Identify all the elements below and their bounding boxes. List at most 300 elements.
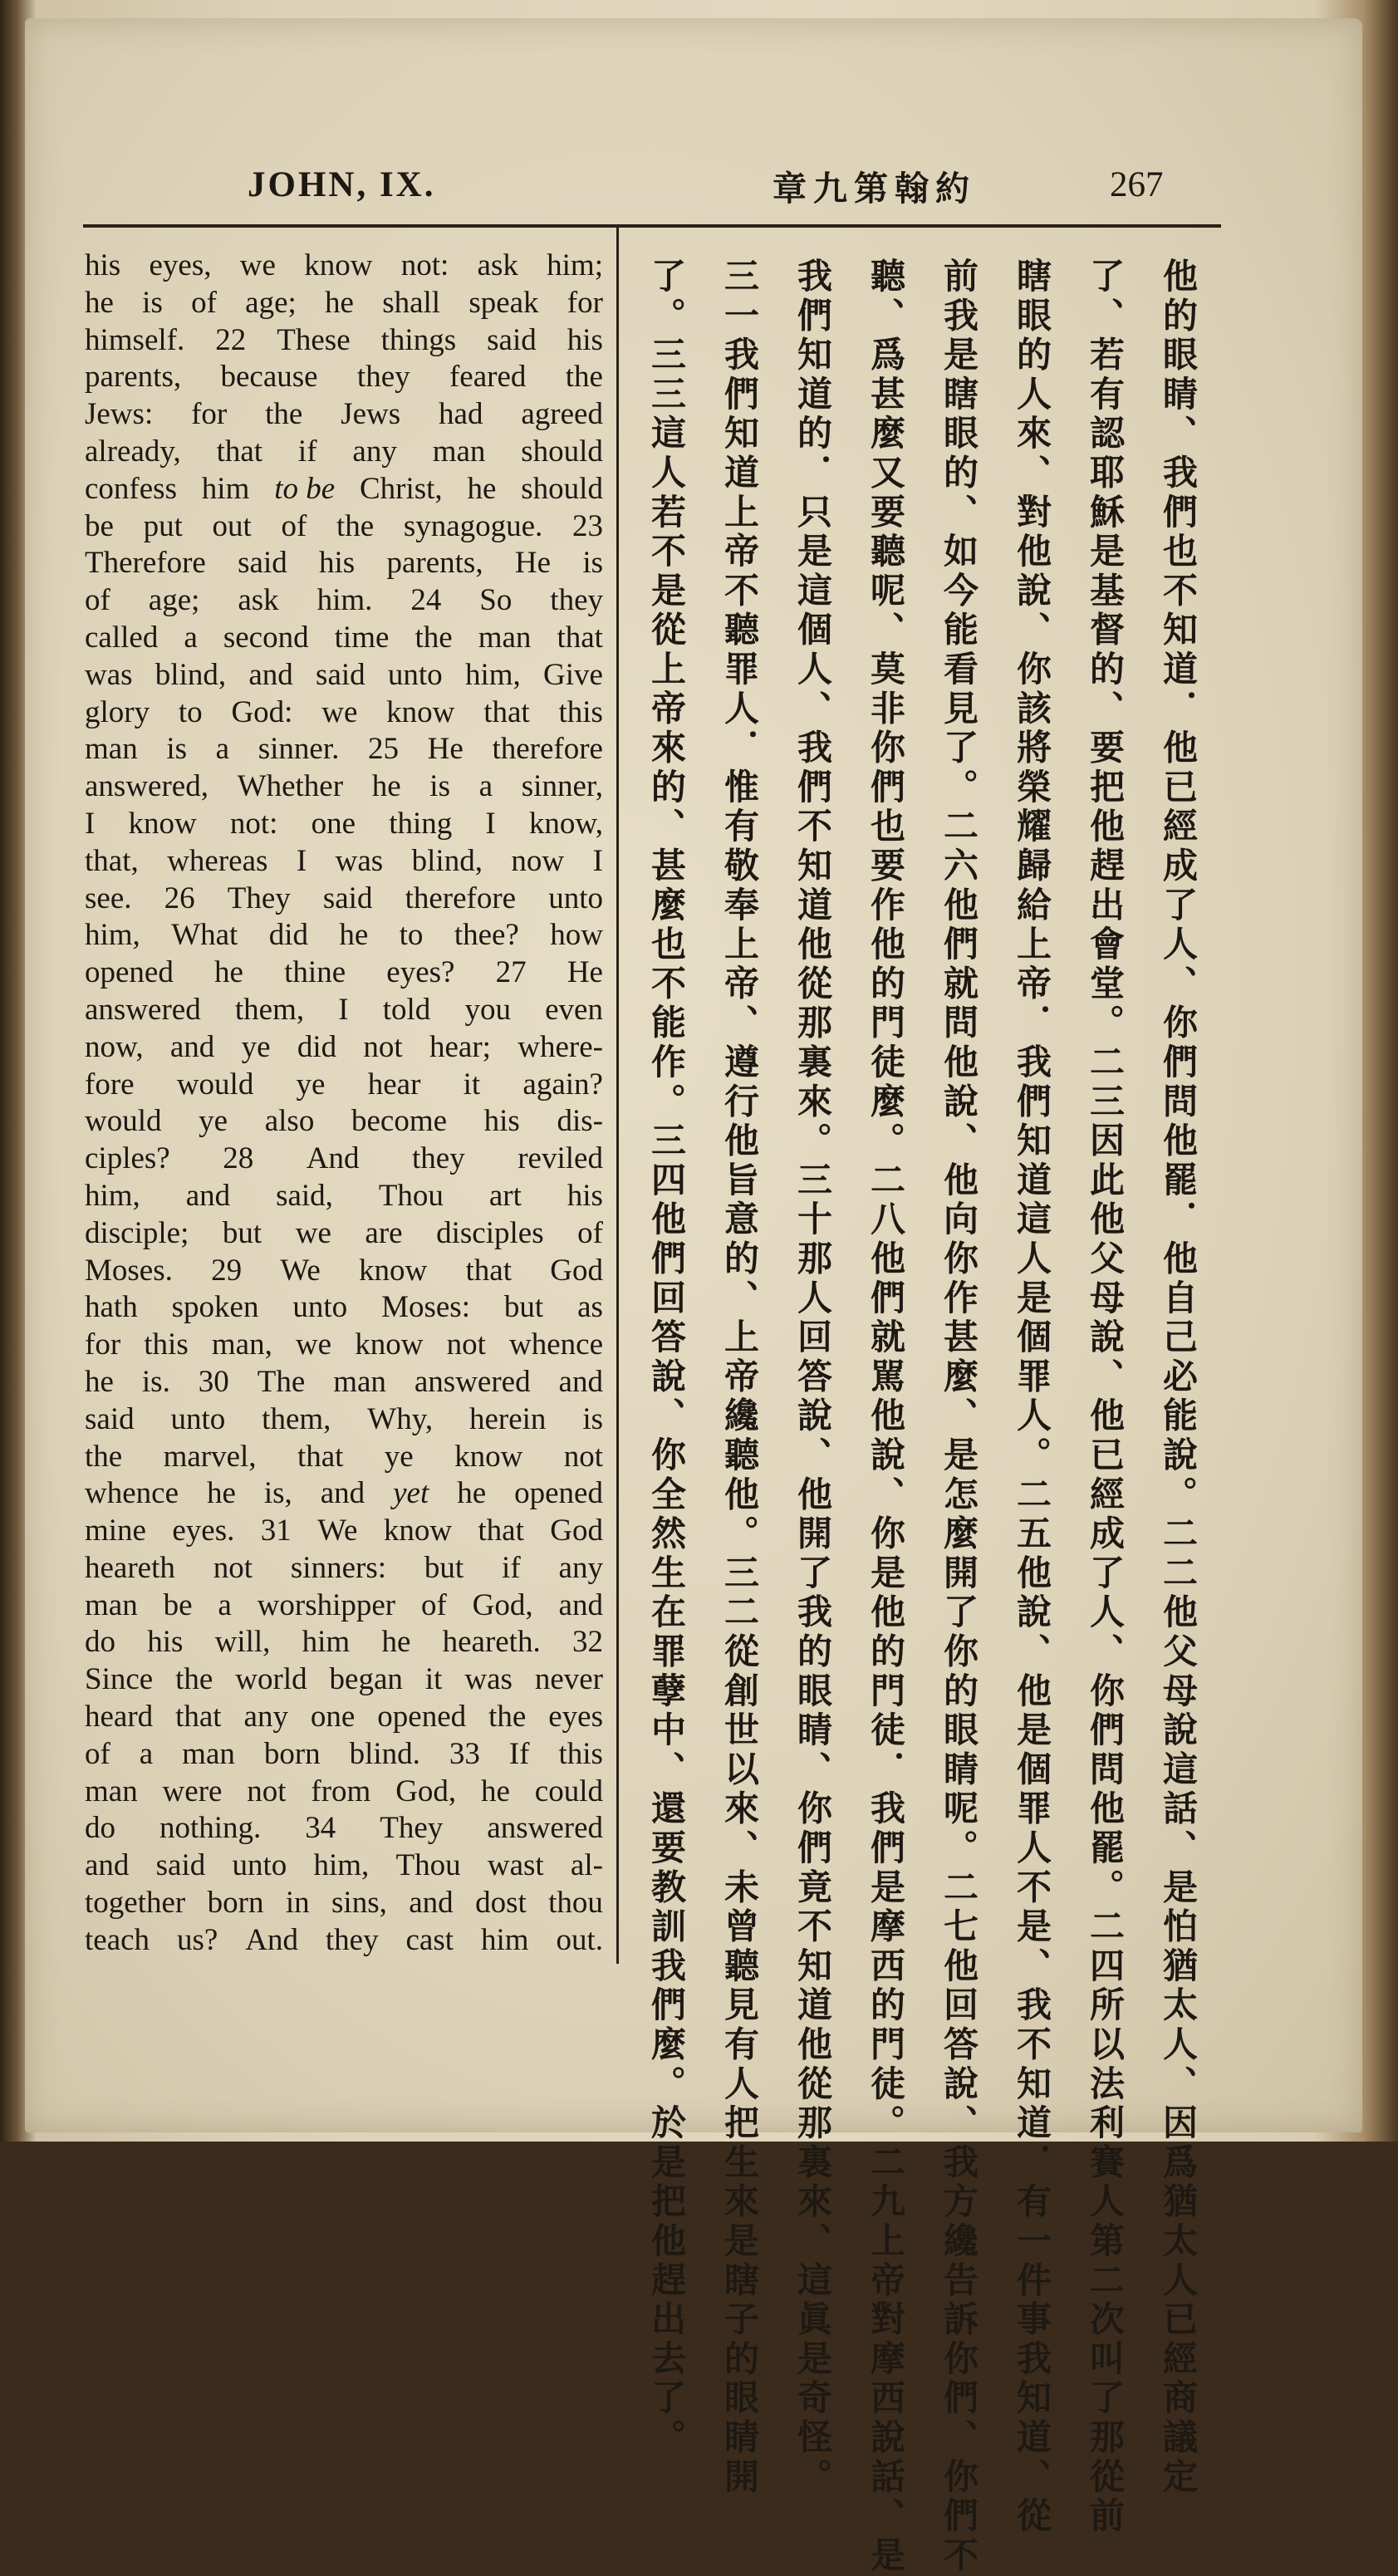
english-word: They [227,881,291,915]
english-word: is [166,732,188,767]
english-word: he [206,1476,236,1511]
english-word: He [427,732,464,767]
english-word: 30 [198,1364,229,1399]
english-word: of [577,1215,603,1250]
english-word: would [85,1104,162,1139]
english-line [85,917,603,954]
english-word: a [215,732,230,767]
english-word: any [558,1550,603,1585]
english-word: are [365,1215,403,1250]
english-word: man [478,620,532,655]
english-line [85,1141,603,1178]
english-word: Whether [237,769,344,804]
english-word: opened [85,955,174,990]
english-word: And [245,1922,298,1957]
english-word: and [85,1848,130,1883]
english-word: 28 [223,1141,254,1176]
english-word: speak [468,285,539,320]
english-word: ask [477,248,518,282]
english-word: worshipper [257,1587,396,1622]
english-line [85,1103,603,1141]
english-word: they [550,583,603,618]
english-word: heareth. [442,1625,541,1660]
english-word: him [302,1625,351,1660]
english-word: man [432,434,486,469]
english-line [85,1327,603,1364]
english-word: his [567,1178,603,1213]
english-line [85,434,603,471]
english-word: be [163,1587,193,1622]
english-word: was [335,843,384,878]
english-word: out. [556,1922,603,1957]
english-word: him [201,471,250,506]
english-word: know [454,1439,523,1474]
english-word: but [222,1215,262,1250]
english-word: sins, [331,1886,387,1921]
english-line [85,582,603,620]
english-word: Thou [395,1848,461,1883]
english-word: 29 [211,1253,243,1288]
chinese-column: 聽、爲甚麼又要聽呢、莫非你們也要作他的門徒麼。二八他們就駡他說、你是他的門徒．我們是摩西的門徒。二九上帝對摩西說話、是 [866,258,906,2576]
english-word: that [557,620,603,655]
english-word: Give [543,657,603,692]
english-word: one [310,1700,356,1735]
chinese-column: 他的眼睛、我們也不知道．他已經成了人、你們問他罷．他自己必能說。二二他父母說這話、是怕猶太人、因爲猶太人已經商議定 [1158,258,1199,2498]
english-word: that [465,1253,512,1288]
english-word: they [325,1922,379,1957]
english-word: God: [231,694,293,729]
english-word: spoken [171,1290,259,1325]
english-word: know [359,1253,428,1288]
english-word: ciples? [85,1141,170,1176]
english-word: in [285,1886,310,1921]
english-word: Jews: [85,397,154,432]
english-word: not [446,1327,486,1362]
english-word: sinner, [521,769,603,804]
english-word: 25 [368,732,400,767]
english-word: We [280,1253,321,1288]
english-word: of [191,285,217,320]
english-word: already, [85,434,181,469]
english-word: is [429,769,450,804]
english-word: him [480,1922,529,1957]
english-word: blind. [349,1736,420,1771]
english-word: to [399,918,424,953]
english-line [85,657,603,694]
english-word: this [558,694,603,729]
english-word: if [297,434,317,469]
english-word: from [311,1774,371,1808]
english-word: and [248,657,293,692]
english-word: said [487,322,537,357]
english-word: He [514,546,552,581]
english-line [85,843,603,881]
english-word: of [420,1587,447,1622]
english-word: again? [522,1067,603,1102]
english-line [85,1178,603,1215]
english-word: said [238,546,287,581]
english-word: how [550,918,603,953]
english-word: world [235,1662,307,1697]
english-word: agreed [521,397,603,432]
english-word: and [169,1029,215,1064]
english-word: himself. [85,322,185,357]
english-word: they [356,360,410,395]
english-word: a [218,1587,232,1622]
english-word: born [263,1736,321,1771]
english-word: out [212,508,252,543]
english-word: eyes, [149,248,212,282]
english-word: dost [475,1886,527,1921]
english-word: answered [487,1811,603,1846]
english-line [85,1885,603,1922]
english-word: not: [229,806,278,841]
english-line [85,694,603,732]
english-word: They [380,1811,444,1846]
english-line [85,881,603,918]
english-word: that [478,1514,524,1548]
english-word: he [481,1774,510,1808]
english-word: was [85,657,133,692]
english-word: 22 [215,322,247,357]
english-word: man [85,732,138,767]
english-word: man [182,1736,235,1771]
english-word: wast [487,1848,544,1883]
english-word: could [534,1774,603,1808]
english-word: began [329,1662,403,1697]
english-word: the [265,397,303,432]
english-word: is [582,1401,603,1436]
english-line [85,1513,603,1550]
english-word: hath [85,1290,138,1325]
english-word: teach [85,1922,150,1957]
english-word: confess [85,471,177,506]
english-word: second [223,620,309,655]
english-word: eyes. [172,1514,235,1548]
english-line [85,248,603,285]
english-word: is [582,546,603,581]
english-word: know [386,694,455,729]
english-word: never [534,1662,603,1697]
english-word: and [558,1364,603,1399]
english-line [85,1736,603,1774]
english-line [85,1774,603,1811]
english-word: any [352,434,397,469]
english-word: thee? [454,918,519,953]
english-line [85,1624,603,1661]
english-word: 34 [305,1811,336,1846]
english-word: his [483,1104,520,1139]
english-word: mine [85,1514,146,1548]
english-word: is. [141,1364,170,1399]
english-word: 33 [449,1736,480,1771]
english-word: What [171,918,238,953]
english-word: God [550,1253,603,1288]
english-word: not: [400,248,449,282]
english-word: disciples [436,1215,544,1250]
english-word: If [508,1736,530,1771]
english-word: 26 [164,881,195,915]
english-word: not [563,1439,603,1474]
english-word: any [243,1700,288,1735]
english-word: told [382,992,431,1027]
english-line [85,1922,603,1960]
page [25,18,1362,2576]
english-line [85,508,603,546]
english-word: man [333,1364,386,1399]
english-word: and [320,1476,365,1511]
english-word: eyes [548,1700,603,1735]
english-word: heareth [85,1550,175,1585]
english-line [85,954,603,992]
english-word: answered [85,992,201,1027]
english-word: He [567,955,603,990]
english-word: said [316,657,365,692]
english-line [85,1550,603,1587]
english-word: us? [176,1922,218,1957]
english-word: a [184,620,198,655]
english-word: he [339,918,369,953]
english-word: did [297,1029,337,1064]
english-word: age; [245,285,297,320]
english-word: eyes? [386,955,455,990]
english-line [85,620,603,657]
english-word: herein [468,1401,547,1436]
english-line [85,1661,603,1699]
english-word: disciple; [85,1215,189,1250]
english-word: thou [548,1886,603,1921]
english-word: you [464,992,511,1027]
english-word: These [277,322,351,357]
chinese-column: 了、若有認耶穌是基督的、要把他趕出會堂。二三因此他父母說、他已經成了人、你們問他罷。二四所以法利賽人第二次叫了那從前 [1085,258,1126,2537]
english-word: 23 [571,508,603,543]
english-word: be [85,508,114,543]
english-word: we [295,1215,331,1250]
english-line [85,322,603,360]
english-word: his [85,248,121,282]
english-line [85,1067,603,1104]
english-word: things [380,322,457,357]
english-word: him, [313,1848,370,1883]
english-word: Why, [367,1401,434,1436]
english-word: the [85,1439,123,1474]
english-word: to [178,694,203,729]
english-word: but [424,1550,464,1585]
english-word: feared [449,360,527,395]
english-word: was [464,1662,513,1697]
english-line [85,1215,603,1253]
english-word: yet [393,1476,429,1511]
english-word: if [502,1550,521,1585]
english-line [85,1699,603,1736]
english-line [85,1289,603,1327]
english-word: God, [395,1774,457,1808]
english-word: Thou [378,1178,444,1213]
english-word: him. [316,583,373,618]
english-word: thing [389,806,453,841]
english-word: of [281,508,307,543]
english-line [85,1364,603,1401]
english-word: Therefore [85,546,206,581]
english-word: I [338,992,349,1027]
english-line [85,1475,603,1513]
english-word: art [488,1178,522,1213]
english-word: time [334,620,390,655]
english-word: of [85,583,110,618]
english-line [85,1401,603,1439]
english-word: reviled [518,1141,603,1176]
english-word: And [306,1141,360,1176]
english-word: Moses: [381,1290,470,1325]
english-word: even [545,992,603,1027]
english-word: would [176,1067,254,1102]
english-word: said [322,881,373,915]
english-word: them, [234,992,305,1027]
english-word: the [414,620,453,655]
english-word: as [577,1290,603,1325]
english-word: heard [85,1700,154,1735]
english-line [85,806,603,843]
english-word: know, [528,806,603,841]
english-word: Since [85,1662,154,1697]
english-word: they [412,1141,465,1176]
english-word: his [567,322,603,357]
english-word: do [85,1625,115,1660]
english-word: that [297,1439,344,1474]
page-number: 267 [1110,165,1164,204]
english-word: become [351,1104,448,1139]
english-word: now [511,843,565,878]
english-word: now, [85,1029,144,1064]
english-word: ye [199,1104,228,1139]
english-word: know [355,1327,424,1362]
english-word: that [483,694,530,729]
english-line [85,1439,603,1476]
chinese-column: 了。三三這人若不是從上帝來的、甚麼也不能作。三四他們回答說、你全然生在罪孽中、還要教訓我們麼。於是把他趕出去了。 [646,258,687,2458]
english-word: ask [238,583,279,618]
english-word: were [162,1774,223,1808]
english-line [85,768,603,806]
english-word: for [567,285,603,320]
english-word: Christ, [359,471,443,506]
english-word: blind, [155,657,227,692]
english-word: know [128,806,197,841]
english-word: dis- [557,1104,603,1139]
english-line [85,396,603,434]
english-word: this [558,1736,603,1771]
english-word: and [185,1178,231,1213]
english-word: we [239,248,276,282]
english-word: also [264,1104,315,1139]
english-word: I [296,843,307,878]
english-word: him, [85,1178,140,1213]
english-word: a [478,769,493,804]
english-word: We [317,1514,358,1548]
english-word: should [521,471,603,506]
english-word: but [503,1290,544,1325]
running-head-chinese: 章九第翰約 [773,169,976,209]
english-word: 27 [495,955,527,990]
english-word: opened [514,1476,603,1511]
english-word: see. [85,881,132,915]
english-word: we [321,694,358,729]
english-word: born [207,1886,264,1921]
english-word: blind, [411,843,483,878]
english-word: he [214,955,243,990]
english-word: not [213,1550,253,1585]
english-word: therefore [492,732,603,767]
english-word: unto [170,1401,226,1436]
english-word: and [409,1886,454,1921]
english-line [85,1587,603,1625]
english-word: for [85,1327,121,1362]
english-word: the [565,360,603,395]
chinese-text-column [630,258,1219,2576]
english-word: that [175,1700,222,1735]
english-word: parents, [386,546,483,581]
english-word: to be [274,471,336,506]
english-word: is, [263,1476,292,1511]
english-line [85,1810,603,1847]
english-word: therefore [405,881,517,915]
english-text-column [85,248,603,1960]
english-word: unto [548,881,603,915]
english-word: we [295,1327,332,1362]
english-word: him, [464,657,521,692]
english-word: answered [414,1364,531,1399]
english-word: 24 [410,583,442,618]
english-word: 32 [571,1625,603,1660]
english-word: he [85,1364,114,1399]
english-word: the [336,508,375,543]
english-word: shall [382,285,441,320]
column-divider [616,226,619,1964]
english-word: is [142,285,163,320]
chinese-column: 我們知道的．只是這個人、我們不知道他從那裏來。三十那人回答說、他開了我的眼睛、你們竟不知道他從那裏來、這眞是奇怪。 [792,258,833,2498]
english-word: man, [211,1327,272,1362]
english-word: unto [387,657,443,692]
english-word: I [485,806,496,841]
chinese-column: 瞎眼的人來、對他說、你該將榮耀歸給上帝．我們知道這人是個罪人。二五他說、他是個罪人不是、我不知道．有一件事我知道、從 [1012,258,1052,2537]
english-word: sinners: [290,1550,387,1585]
english-word: opened [377,1700,467,1735]
english-word: sinner. [258,732,340,767]
english-word: God [550,1514,603,1548]
english-word: ye [384,1439,414,1474]
english-word: he [381,1625,411,1660]
english-line [85,1253,603,1290]
english-word: a [139,1736,154,1771]
english-word: because [220,360,318,395]
english-line [85,1847,603,1885]
english-word: I [592,843,603,878]
english-word: ye [241,1029,271,1064]
english-word: that [216,434,263,469]
english-word: know [383,1514,453,1548]
english-word: marvel, [163,1439,257,1474]
english-word: should [521,434,603,469]
english-line [85,731,603,768]
english-word: man [85,1587,138,1622]
english-word: said [155,1848,206,1883]
english-word: for [191,397,228,432]
english-line [85,285,603,322]
chinese-column: 前我是瞎眼的、如今能看見了。二六他們就問他說、他向你作甚麼、是怎麼開了你的眼睛呢。二七他回答說、我方纔告訴你們、你們不 [939,258,979,2576]
english-word: whence [509,1327,603,1362]
english-word: thine [284,955,346,990]
english-word: hear [367,1067,421,1102]
header-rule [83,224,1221,228]
